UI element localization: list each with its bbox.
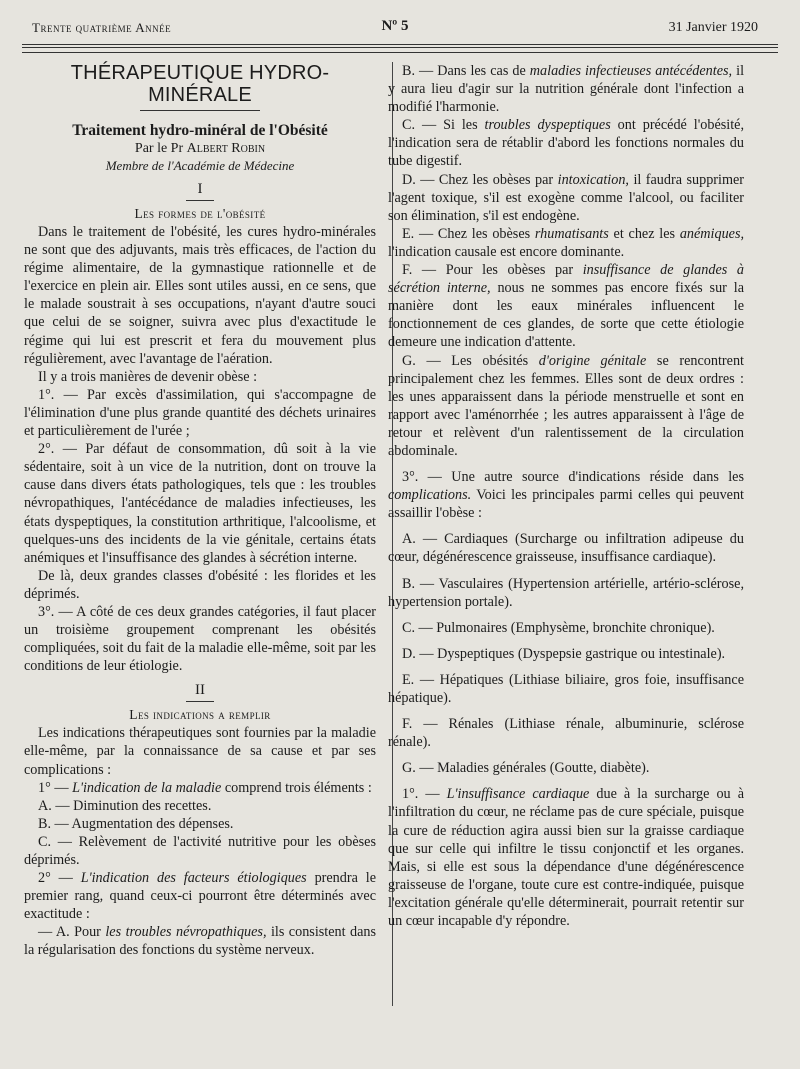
text-run: et chez les xyxy=(613,225,676,242)
right-column xyxy=(388,62,744,930)
section-1-rule xyxy=(186,200,214,201)
paragraph: 1°. — Par excès d'assimilation, qui s'accompagne de l'élimination d'une plus grande quantité des déchets urinaires et particulièrement de l'urée ; xyxy=(24,386,376,440)
text-run: G. — Les obésités xyxy=(402,352,529,369)
italic-run: L'indication de la maladie xyxy=(72,779,222,796)
byline-prefix: Par le Pr xyxy=(134,141,184,156)
section-2-rule xyxy=(186,701,214,702)
text-run: C. — Si les xyxy=(402,117,478,134)
section-1-number: I xyxy=(197,181,203,197)
italic-run: L'insuffisance cardiaque xyxy=(446,786,590,803)
article-byline xyxy=(24,140,376,157)
italic-run: d'origine génitale xyxy=(538,352,647,369)
list-item: D. — Dyspeptiques (Dyspepsie gastrique ou intestinale). xyxy=(402,645,726,662)
text-run: — A. Pour xyxy=(38,924,101,941)
paragraph: 3°. — A côté de ces deux grandes catégories, il faut placer un troisième groupement comprenant les obésités compliquées, soit du fait de la maladie elle-même, soit par les conditions de leur étiologie. xyxy=(24,603,376,675)
italic-run: les troubles névropathiques, xyxy=(105,924,267,941)
paragraph: De là, deux grandes classes d'obésité : les florides et les déprimés. xyxy=(24,567,376,602)
text-run: prendra le premier rang, quand ceux-ci pourront être déterminés avec exactitude : xyxy=(24,870,376,923)
paragraph xyxy=(24,869,376,923)
issue-number: Nº 5 xyxy=(381,18,409,34)
list-item: E. — Hépatiques (Lithiase biliaire, gros foie, insuffisance hépatique). xyxy=(388,671,744,706)
list-item: B. — Augmentation des dépenses. xyxy=(38,815,234,832)
article-title: Traitement hydro-minéral de l'Obésité xyxy=(72,122,328,139)
text-run: 2° — xyxy=(38,870,73,887)
text-run: D. — Chez les obèses par xyxy=(402,171,554,188)
paragraph xyxy=(388,261,744,351)
text-run: 1°. — xyxy=(402,786,440,803)
text-run: l'indication causale est encore dominante. xyxy=(388,243,625,260)
text-run: E. — Chez les obèses xyxy=(402,225,531,242)
text-run: ont précédé l'obésité, l'indication sera de rétablir d'abord les fonctions normales du tube digestif. xyxy=(388,117,744,170)
text-run: B. — Dans les cas de xyxy=(402,63,526,79)
article-section-title: THÉRAPEUTIQUE HYDRO-MINÉRALE xyxy=(70,62,330,106)
paragraph: Il y a trois manières de devenir obèse : xyxy=(38,368,258,385)
list-item: G. — Maladies générales (Goutte, diabète). xyxy=(402,760,650,777)
paragraph: 2°. — Par défaut de consommation, dû soit à la vie sédentaire, soit à un vice de la nutrition, dont on trouve la cause dans divers états pathologiques, tels que : les troubles névropathiques, l'antécédance de maladies infectieuses, les états dyspeptiques, la constitution arthritique, l'alcoolisme, et quelques-uns des incidents de la vie génitale, certains états anémiques et l'insuffisance des glandes à sécrétion interne. xyxy=(24,441,376,566)
list-item: F. — Rénales (Lithiase rénale, albuminurie, sclérose rénale). xyxy=(388,716,744,751)
paragraph: Dans le traitement de l'obésité, les cures hydro-minérales ne sont que des adjuvants, mais très efficaces, de l'action du régime alimentaire, de la gymnastique rationnelle et de l'exercice en plein air. Elles sont utiles aussi, en ce sens, que le malade soustrait à ses occupations, n'ayant d'autre souci que celui de se soigner, suivra avec plus d'exactitude le régime qui lui est prescrit et fera du mouvement plus régulièrement, avec l'avantage de l'aération. xyxy=(24,224,376,367)
paragraph: Les indications thérapeutiques sont fournies par la maladie elle-même, par la connaissance de sa cause et par ses complications : xyxy=(24,725,376,778)
paragraph xyxy=(388,785,744,930)
section-1-heading: Les formes de l'obésité xyxy=(134,206,266,221)
header-rule xyxy=(22,52,778,53)
left-column xyxy=(24,62,376,960)
list-item: C. — Relèvement de l'activité nutritive pour les obèses déprimés. xyxy=(24,833,376,868)
page-header xyxy=(32,18,758,42)
text-run: F. — Pour les obèses par xyxy=(402,262,574,279)
text-run: due à la surcharge ou à l'infiltration du cœur, ne réclame pas de cure spéciale, puisque la cure de réduction agira aussi bien sur la graisse cardiaque que sur celle qui infiltre le tissu conjonctif et les organes. Mais, si elle est sous la dépendance d'une dégénérescence graisseuse de l'organe, toute cure est contre-indiquée, puisque l'excitation générale qu'elle déterminerait, pourrait retentir sur un cœur incapable d'y répondre. xyxy=(388,786,744,930)
paragraph xyxy=(388,468,744,522)
issue-date: 31 Janvier 1920 xyxy=(668,20,758,35)
section-2-number: II xyxy=(195,682,205,699)
list-item: A. — Cardiaques (Surcharge ou infiltration adipeuse du cœur, dégénérescence graisseuse, insuffisance cardiaque). xyxy=(388,531,744,566)
paragraph xyxy=(24,923,376,959)
text-run: 1° — xyxy=(38,779,69,796)
text-run: il y aura lieu d'agir sur la nutrition générale dont l'infection a modifié l'harmonie. xyxy=(388,63,745,116)
text-run: il faudra supprimer l'agent toxique, s'il est exogène comme l'alcool, ou faciliter son élimination, s'il est endogène. xyxy=(388,171,745,224)
italic-run: troubles dyspeptiques xyxy=(484,117,611,134)
header-double-rule xyxy=(22,44,778,48)
italic-run: anémiques, xyxy=(679,225,745,242)
text-run: Voici les principales parmi celles qui peuvent assaillir l'obèse : xyxy=(388,487,744,522)
italic-run: maladies infectieuses antécédentes, xyxy=(529,63,733,79)
paragraph xyxy=(388,225,744,261)
italic-run: complications. xyxy=(388,487,472,504)
italic-run: insuffisance de glandes à sécrétion interne, xyxy=(388,262,744,297)
author-name: Albert Robin xyxy=(186,141,266,156)
text-run: 3°. — Une autre source d'indications réside dans les xyxy=(402,469,744,486)
paragraph xyxy=(388,62,744,116)
author-affiliation: Membre de l'Académie de Médecine xyxy=(105,158,295,173)
italic-run: intoxication, xyxy=(557,171,629,188)
paragraph xyxy=(388,171,744,225)
text-run: comprend trois éléments : xyxy=(224,779,372,796)
title-rule xyxy=(140,110,260,111)
text-run: se rencontrent principalement chez les femmes. Elles sont de deux ordres : les unes apparaissent dans la période menstruelle et sont en rapport avec l'aménorrhée ; les autres apparaissent à l'âge de retour et relèvent d'un ralentissement de la circulation abdominale. xyxy=(388,352,744,459)
list-item: A. — Diminution des recettes. xyxy=(38,797,212,814)
list-item: C. — Pulmonaires (Emphysème, bronchite chronique). xyxy=(402,619,715,636)
paragraph xyxy=(388,352,744,461)
section-2-heading: Les indications a remplir xyxy=(129,707,271,723)
italic-run: L'indication des facteurs étiologiques xyxy=(80,870,307,887)
text-run: ils consistent dans la régularisation des fonctions du système nerveux. xyxy=(24,924,377,959)
paragraph xyxy=(24,779,376,797)
italic-run: rhumatisants xyxy=(534,225,609,242)
list-item: B. — Vasculaires (Hypertension artérielle, artério-sclérose, hypertension portale). xyxy=(388,575,744,610)
text-run: nous ne sommes pas encore fixés sur la manière dont les eaux minérales influencent le fonctionnement de ces glandes, de sorte que cette étiologie demeure une indication d'attente. xyxy=(388,280,744,351)
journal-year: Trente quatrième Année xyxy=(32,20,172,35)
paragraph xyxy=(388,116,744,170)
